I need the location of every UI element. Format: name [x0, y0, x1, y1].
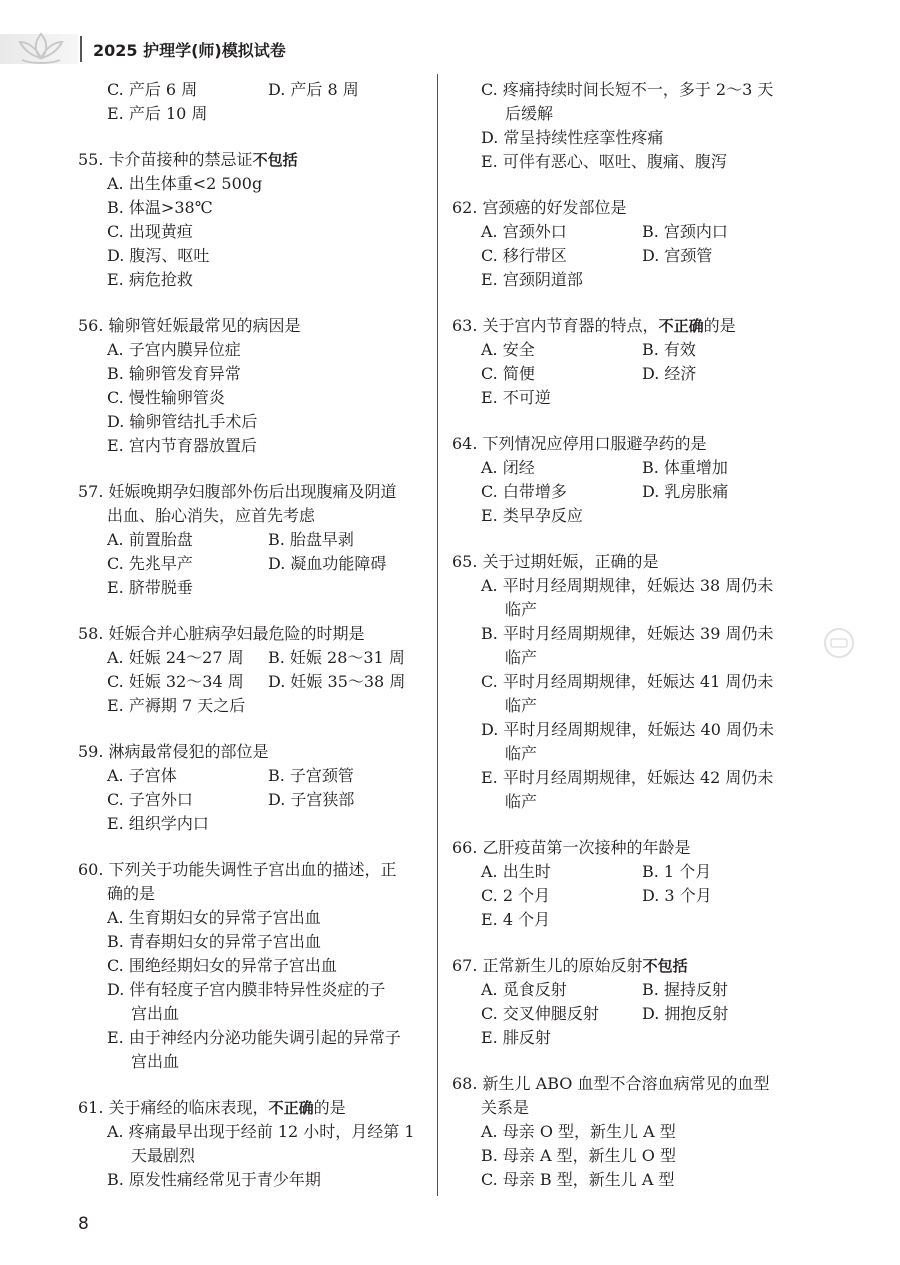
- option-d: D. 宫颈管: [642, 246, 713, 265]
- question-number: 58.: [78, 624, 104, 643]
- option-c: C. 出现黄疸: [107, 222, 193, 241]
- option-a: A. 子宫体: [107, 766, 177, 785]
- option-row: [452, 362, 808, 386]
- option-row: [78, 78, 430, 102]
- option-b: B. 体温>38℃: [107, 198, 213, 217]
- stem-emphasis: 不包括: [642, 957, 688, 975]
- question-stem: [78, 314, 430, 338]
- option-e: E. 宫内节育器放置后: [107, 436, 257, 455]
- stem-continuation: 关系是: [481, 1098, 530, 1117]
- right-column: [452, 78, 808, 1192]
- option-e: E. 产褥期 7 天之后: [107, 696, 246, 715]
- question-number: 57.: [78, 482, 104, 501]
- option-e: E. 不可逆: [481, 388, 551, 407]
- question-stem: [452, 196, 808, 220]
- option-continuation: 宫出血: [131, 1052, 180, 1071]
- option-continuation: 宫出血: [131, 1004, 180, 1023]
- option-c: C. 移行带区: [481, 246, 567, 265]
- option-d: D. 拥抱反射: [642, 1004, 729, 1023]
- option-b: B. 输卵管发育异常: [107, 364, 241, 383]
- option-a: A. 子宫内膜异位症: [107, 340, 241, 359]
- question-number: 61.: [78, 1098, 104, 1117]
- option-row: [452, 220, 808, 244]
- question-stem: [78, 622, 430, 646]
- stem-text: 乙肝疫苗第一次接种的年龄是: [482, 838, 691, 857]
- page-number: 8: [78, 1214, 89, 1234]
- option-c: C. 产后 6 周: [107, 80, 198, 99]
- question-stem: [78, 740, 430, 764]
- question-number: 56.: [78, 316, 104, 335]
- option-continuation: 临产: [505, 792, 538, 811]
- option-a: A. 闭经: [481, 458, 535, 477]
- option-continuation: 临产: [505, 744, 538, 763]
- option-b: B. 母亲 A 型，新生儿 O 型: [481, 1146, 676, 1165]
- stem-text: 宫颈癌的好发部位是: [482, 198, 627, 217]
- option-c: C. 白带增多: [481, 482, 567, 501]
- option-continuation: 临产: [505, 600, 538, 619]
- question-stem: [452, 1072, 808, 1096]
- stem-text: 妊娠晚期孕妇腹部外伤后出现腹痛及阴道: [108, 482, 397, 501]
- stem-text: 下列情况应停用口服避孕药的是: [482, 434, 707, 453]
- question-stem: [78, 1096, 430, 1120]
- option-row: [452, 456, 808, 480]
- stem-text: 正常新生儿的原始反射: [482, 956, 643, 975]
- column-divider: [437, 74, 438, 1196]
- question-stem: [452, 432, 808, 456]
- option-a: A. 安全: [481, 340, 535, 359]
- option-a: A. 生育期妇女的异常子宫出血: [107, 908, 321, 927]
- question-stem: [452, 550, 808, 574]
- option-c: C. 先兆早产: [107, 554, 193, 573]
- option-row: [78, 764, 430, 788]
- option-e: E. 脐带脱垂: [107, 578, 193, 597]
- option-e: E. 平时月经周期规律，妊娠达 42 周仍未: [481, 768, 774, 787]
- option-row: [452, 244, 808, 268]
- stem-emphasis: 不正确: [658, 317, 704, 335]
- option-e: E. 可伴有恶心、呕吐、腹痛、腹泻: [481, 152, 727, 171]
- question-stem: [452, 314, 808, 338]
- running-header-title: 2025 护理学(师)模拟试卷: [93, 41, 286, 60]
- option-c: C. 疼痛持续时间长短不一，多于 2～3 天: [481, 80, 774, 99]
- option-a: A. 出生体重<2 500g: [107, 174, 263, 193]
- stem-emphasis: 不包括: [252, 151, 298, 169]
- stem-text: 妊娠合并心脏病孕妇最危险的时期是: [108, 624, 365, 643]
- option-d: D. 子宫狭部: [268, 790, 355, 809]
- option-b: B. 握持反射: [642, 980, 728, 999]
- option-row: [452, 884, 808, 908]
- option-row: [78, 788, 430, 812]
- question-number: 55.: [78, 150, 104, 169]
- option-c: C. 慢性输卵管炎: [107, 388, 225, 407]
- option-e: E. 由于神经内分泌功能失调引起的异常子: [107, 1028, 401, 1047]
- question-number: 66.: [452, 838, 478, 857]
- option-b: B. 1 个月: [642, 862, 712, 881]
- option-e: E. 类早孕反应: [481, 506, 583, 525]
- question-number: 59.: [78, 742, 104, 761]
- option-a: A. 妊娠 24～27 周: [107, 648, 244, 667]
- option-b: B. 有效: [642, 340, 696, 359]
- option-d: D. 输卵管结扎手术后: [107, 412, 258, 431]
- option-b: B. 胎盘早剥: [268, 530, 354, 549]
- option-row: [78, 670, 430, 694]
- stem-continuation: 确的是: [107, 884, 156, 903]
- question-number: 65.: [452, 552, 478, 571]
- option-d: D. 凝血功能障碍: [268, 554, 387, 573]
- option-e: E. 宫颈阴道部: [481, 270, 583, 289]
- option-d: D. 伴有轻度子宫内膜非特异性炎症的子: [107, 980, 386, 999]
- stem-text: 关于过期妊娠，正确的是: [482, 552, 659, 571]
- stem-text: 关于宫内节育器的特点，: [482, 316, 659, 335]
- option-c: C. 2 个月: [481, 886, 551, 905]
- question-stem: [452, 836, 808, 860]
- option-c: C. 母亲 B 型，新生儿 A 型: [481, 1170, 675, 1189]
- option-d: D. 产后 8 周: [268, 80, 359, 99]
- stem-text: 下列关于功能失调性子宫出血的描述，正: [108, 860, 397, 879]
- option-a: A. 前置胎盘: [107, 530, 193, 549]
- option-row: [78, 552, 430, 576]
- option-d: D. 3 个月: [642, 886, 712, 905]
- option-b: B. 平时月经周期规律，妊娠达 39 周仍未: [481, 624, 774, 643]
- lotus-logo-icon: [14, 26, 68, 66]
- question-number: 68.: [452, 1074, 478, 1093]
- question-number: 62.: [452, 198, 478, 217]
- option-e: E. 病危抢救: [107, 270, 193, 289]
- option-row: [78, 528, 430, 552]
- watermark-seal-icon: [822, 626, 856, 660]
- option-c: C. 围绝经期妇女的异常子宫出血: [107, 956, 337, 975]
- option-row: [452, 338, 808, 362]
- option-b: B. 子宫颈管: [268, 766, 354, 785]
- option-row: [452, 480, 808, 504]
- option-d: D. 经济: [642, 364, 697, 383]
- question-number: 64.: [452, 434, 478, 453]
- stem-text-end: 的是: [703, 316, 736, 335]
- question-stem: [78, 858, 430, 882]
- stem-text-end: 的是: [313, 1098, 346, 1117]
- question-stem: [78, 148, 430, 172]
- option-d: D. 乳房胀痛: [642, 482, 729, 501]
- option-a: A. 母亲 O 型，新生儿 A 型: [481, 1122, 676, 1141]
- question-number: 67.: [452, 956, 478, 975]
- option-b: B. 原发性痛经常见于青少年期: [107, 1170, 321, 1189]
- option-row: [452, 1002, 808, 1026]
- option-b: B. 体重增加: [642, 458, 728, 477]
- option-row: [452, 860, 808, 884]
- option-continuation: 天最剧烈: [131, 1146, 196, 1165]
- option-d: D. 平时月经周期规律，妊娠达 40 周仍未: [481, 720, 774, 739]
- question-stem: [452, 954, 808, 978]
- question-number: 60.: [78, 860, 104, 879]
- question-stem: [78, 480, 430, 504]
- question-number: 63.: [452, 316, 478, 335]
- option-a: A. 觅食反射: [481, 980, 567, 999]
- option-row: [78, 646, 430, 670]
- option-c: C. 子宫外口: [107, 790, 193, 809]
- option-e: E. 腓反射: [481, 1028, 551, 1047]
- option-a: A. 出生时: [481, 862, 551, 881]
- left-column: [78, 78, 430, 1192]
- option-b: B. 宫颈内口: [642, 222, 728, 241]
- stem-continuation: 出血、胎心消失，应首先考虑: [107, 506, 316, 525]
- option-c: C. 交叉伸腿反射: [481, 1004, 599, 1023]
- stem-text: 卡介苗接种的禁忌证: [108, 150, 253, 169]
- stem-text: 关于痛经的临床表现，: [108, 1098, 269, 1117]
- option-a: A. 平时月经周期规律，妊娠达 38 周仍未: [481, 576, 774, 595]
- option-b: B. 青春期妇女的异常子宫出血: [107, 932, 321, 951]
- option-e: E. 4 个月: [481, 910, 551, 929]
- header-divider: [80, 36, 82, 62]
- option-continuation: 临产: [505, 696, 538, 715]
- option-row: [452, 978, 808, 1002]
- stem-text: 输卵管妊娠最常见的病因是: [108, 316, 301, 335]
- option-continuation: 临产: [505, 648, 538, 667]
- page-header: [0, 0, 900, 75]
- option-a: A. 宫颈外口: [481, 222, 567, 241]
- option-continuation: 后缓解: [505, 104, 554, 123]
- stem-text: 新生儿 ABO 血型不合溶血病常见的血型: [482, 1074, 770, 1093]
- stem-text: 淋病最常侵犯的部位是: [108, 742, 269, 761]
- option-c: C. 简便: [481, 364, 535, 383]
- option-c: C. 平时月经周期规律，妊娠达 41 周仍未: [481, 672, 774, 691]
- option-d: D. 腹泻、呕吐: [107, 246, 210, 265]
- option-b: B. 妊娠 28～31 周: [268, 648, 405, 667]
- option-c: C. 妊娠 32～34 周: [107, 672, 244, 691]
- stem-emphasis: 不正确: [268, 1099, 314, 1117]
- option-e: E. 组织学内口: [107, 814, 209, 833]
- option-d: D. 妊娠 35～38 周: [268, 672, 406, 691]
- option-a: A. 疼痛最早出现于经前 12 小时，月经第 1: [107, 1122, 415, 1141]
- option-e: E. 产后 10 周: [107, 104, 208, 123]
- option-d: D. 常呈持续性痉挛性疼痛: [481, 128, 664, 147]
